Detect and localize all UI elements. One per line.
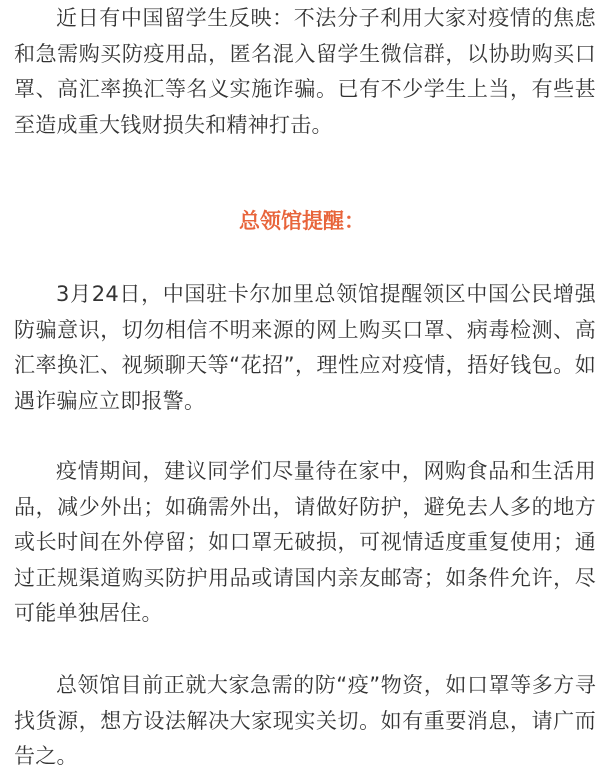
intro-paragraph: 近日有中国留学生反映：不法分子利用大家对疫情的焦虑和急需购买防疫用品，匿名混入留学生微信群，以协助购买口罩、高汇率换汇等名义实施诈骗。已有不少学生上当，有些甚至造成重大钱财损失和精神打击。 (14, 6, 596, 137)
reminder-paragraph-3: 总领馆目前正就大家急需的防“疫”物资，如口罩等多方寻找货源，想方设法解决大家现实关切。如有重要消息，请广而告之。 (14, 673, 596, 769)
reminder-paragraph-2: 疫情期间，建议同学们尽量待在家中，网购食品和生活用品，减少外出；如确需外出，请做好防护，避免去人多的地方或长时间在外停留；如口罩无破损，可视情适度重复使用；通过正规渠道购买防护用品或请国内亲友邮寄；如条件允许，尽可能单独居住。 (14, 459, 596, 626)
section-heading: 总领馆提醒： (239, 209, 365, 233)
reminder-paragraph-1: 3月24日，中国驻卡尔加里总领馆提醒领区中国公民增强防骗意识，切勿相信不明来源的网上购买口罩、病毒检测、高汇率换汇、视频聊天等“花招”，理性应对疫情，捂好钱包。如遇诈骗应立即报警。 (14, 282, 596, 413)
